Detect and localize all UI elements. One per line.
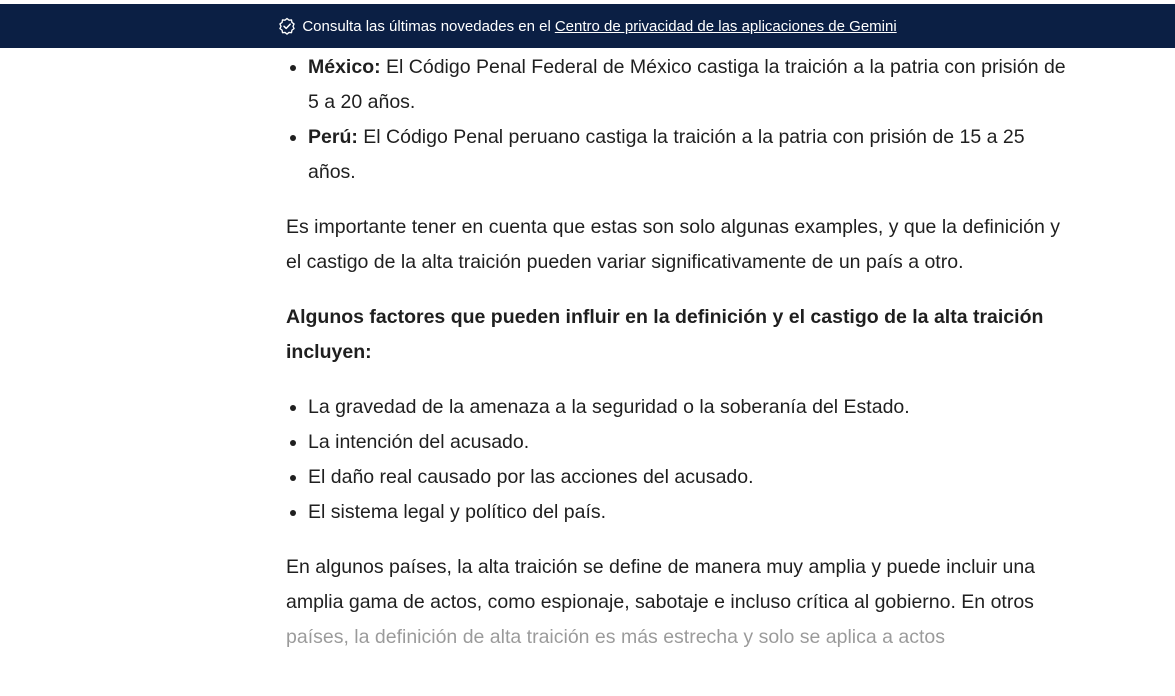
list-item: • La gravedad de la amenaza a la seguridad o la soberanía del Estado. [308, 390, 1066, 425]
response-content [286, 48, 1066, 655]
note-paragraph: Es importante tener en cuenta que estas son solo algunas examples, y que la definición y el castigo de la alta traición pueden variar significativamente de un país a otro. [286, 216, 1060, 273]
list-item [308, 50, 1066, 120]
verified-shield-icon [278, 17, 296, 35]
list-item [308, 120, 1066, 190]
privacy-banner [0, 4, 1175, 48]
penalty-list [286, 50, 1066, 190]
list-item: • La intención del acusado. [308, 425, 1066, 460]
country-label: Perú: [308, 126, 358, 148]
closing-paragraph: En algunos países, la alta traición se define de manera muy amplia y puede incluir una amplia gama de actos, como espionaje, sabotaje e incluso crítica al gobierno. En otros países, la definición de alta traición es más estrecha y solo se aplica a actos [286, 550, 1066, 655]
banner-text: Consulta las últimas novedades en el [302, 17, 551, 35]
factors-heading: Algunos factores que pueden influir en la definición y el castigo de la alta traición incluyen: [286, 306, 1044, 363]
penalty-text: El Código Penal Federal de México castiga la traición a la patria con prisión de 5 a 20 años. [308, 56, 1066, 113]
factors-list [286, 390, 1066, 530]
privacy-center-link[interactable]: Centro de privacidad de las aplicaciones de Gemini [554, 17, 897, 35]
list-item: • El sistema legal y político del país. [308, 495, 1066, 530]
country-label: México: [308, 56, 381, 78]
penalty-text: El Código Penal peruano castiga la traición a la patria con prisión de 15 a 25 años. [308, 126, 1025, 183]
list-item: • El daño real causado por las acciones del acusado. [308, 460, 1066, 495]
